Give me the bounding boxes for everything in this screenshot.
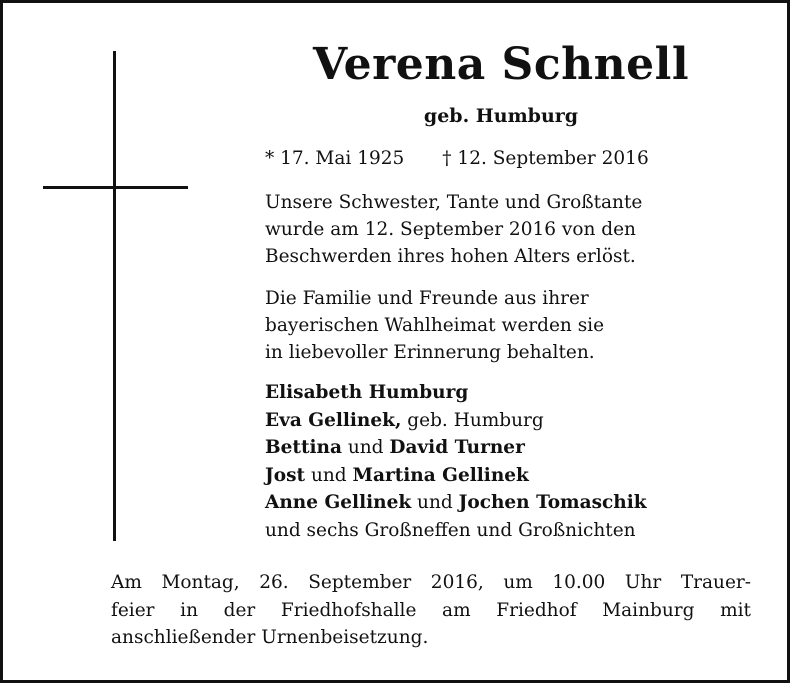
mourner-line — [265, 462, 755, 490]
mourner-name: Jochen Tomaschik — [458, 492, 647, 513]
text-line: Unsere Schwester, Tante und Großtante — [265, 192, 643, 213]
death-date: † 12. September 2016 — [442, 148, 649, 169]
mourner-name: Jost — [265, 464, 306, 486]
text-line: anschließender Urnenbeisetzung. — [111, 627, 429, 648]
conjunction: und — [341, 437, 390, 458]
mourner-line — [265, 407, 755, 435]
text-line: Die Familie und Freunde aus ihrer — [265, 288, 589, 309]
text-line: in liebevoller Erinnerung behalten. — [265, 342, 595, 363]
funeral-details — [111, 569, 751, 652]
mourner-line — [265, 379, 755, 407]
mourner-name: Martina Gellinek — [352, 464, 529, 486]
mourner-name: David Turner — [389, 437, 525, 458]
mourner-name: Elisabeth Humburg — [265, 382, 469, 403]
life-dates — [265, 145, 745, 173]
mourner-line — [265, 489, 755, 517]
mourner-line — [265, 434, 755, 462]
birth-date: * 17. Mai 1925 — [265, 148, 405, 169]
deceased-name: Verena Schnell — [312, 39, 690, 90]
text-line: Am Montag, 26. September 2016, um 10.00 Uhr Trauer- — [111, 572, 751, 593]
mourner-note: geb. Humburg — [401, 409, 544, 431]
cross-icon-horizontal-bar — [43, 186, 188, 189]
announcement-paragraph — [265, 189, 755, 270]
text-line: bayerischen Wahlheimat werden sie — [265, 315, 605, 336]
cross-icon-vertical-bar — [113, 51, 116, 541]
text-line: Beschwerden ihres hohen Alters erlöst. — [265, 246, 636, 267]
mourners-list — [265, 379, 755, 544]
text-line: feier in der Friedhofshalle am Friedhof Mainburg mit — [111, 599, 751, 621]
mourner-name: Eva Gellinek, — [265, 409, 402, 431]
mourner-line: und sechs Großneffen und Großnichten — [265, 519, 636, 541]
conjunction: und — [305, 464, 353, 486]
text-line: wurde am 12. September 2016 von den — [265, 219, 636, 240]
remembrance-paragraph — [265, 285, 755, 366]
maiden-name: geb. Humburg — [423, 105, 579, 127]
mourner-name: Anne Gellinek — [265, 492, 412, 513]
conjunction: und — [411, 492, 459, 513]
mourner-name: Bettina — [265, 437, 342, 458]
